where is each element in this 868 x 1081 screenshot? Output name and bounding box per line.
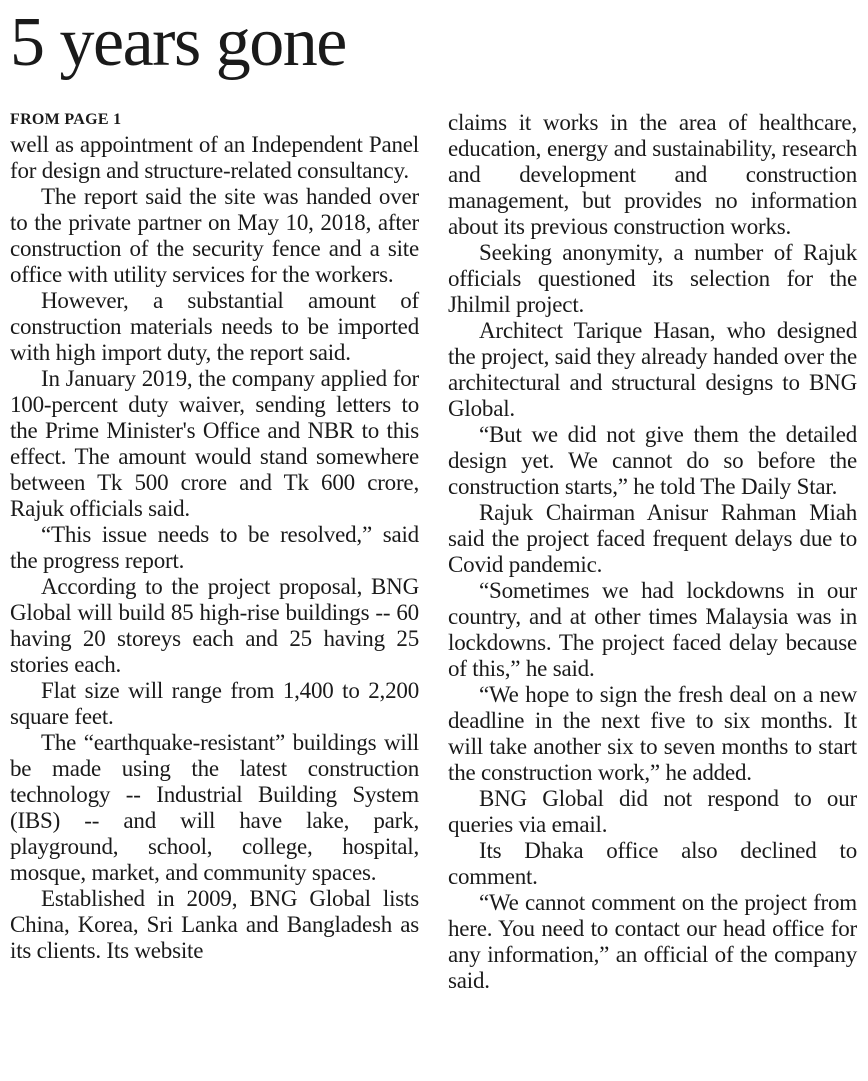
- article-column-left: [10, 110, 419, 964]
- paragraph: Rajuk Chairman Anisur Rahman Miah said the project faced frequent delays due to Covid pandemic.: [448, 500, 857, 577]
- paragraph: “Sometimes we had lockdowns in our country, and at other times Malaysia was in lockdowns. The project faced delay because of this,” he said.: [448, 578, 857, 681]
- paragraph: Flat size will range from 1,400 to 2,200 square feet.: [10, 678, 419, 729]
- article-column-right: [448, 110, 857, 994]
- paragraph: “We cannot comment on the project from here. You need to contact our head office for any information,” an official of the company said.: [448, 890, 857, 993]
- paragraph: The report said the site was handed over to the private partner on May 10, 2018, after construction of the security fence and a site office with utility services for the workers.: [10, 184, 419, 287]
- paragraph: well as appointment of an Independent Panel for design and structure-related consultancy.: [10, 132, 419, 183]
- paragraph: claims it works in the area of healthcare, education, energy and sustainability, research and development and construction management, but provides no information about its previous construction works.: [448, 110, 857, 239]
- paragraph: Its Dhaka office also declined to comment.: [448, 838, 857, 889]
- headline: 5 years gone: [10, 4, 346, 81]
- continuation-kicker: FROM PAGE 1: [10, 111, 122, 128]
- paragraph: Architect Tarique Hasan, who designed the project, said they already handed over the architectural and structural designs to BNG Global.: [448, 318, 857, 421]
- paragraph: Seeking anonymity, a number of Rajuk officials questioned its selection for the Jhilmil project.: [448, 240, 857, 317]
- paragraph: BNG Global did not respond to our queries via email.: [448, 786, 857, 837]
- paragraph: In January 2019, the company applied for 100-percent duty waiver, sending letters to the Prime Minister's Office and NBR to this effect. The amount would stand somewhere between Tk 500 crore and Tk 600 crore, Rajuk officials said.: [10, 366, 419, 521]
- paragraph: “We hope to sign the fresh deal on a new deadline in the next five to six months. It will take another six to seven months to start the construction work,” he added.: [448, 682, 857, 785]
- paragraph: “But we did not give them the detailed design yet. We cannot do so before the construction starts,” he told The Daily Star.: [448, 422, 857, 499]
- paragraph: According to the project proposal, BNG Global will build 85 high-rise buildings -- 60 having 20 storeys each and 25 having 25 stories each.: [10, 574, 419, 677]
- paragraph: Established in 2009, BNG Global lists China, Korea, Sri Lanka and Bangladesh as its clients. Its website: [10, 886, 419, 963]
- paragraph: However, a substantial amount of construction materials needs to be imported with high import duty, the report said.: [10, 288, 419, 365]
- paragraph: “This issue needs to be resolved,” said the progress report.: [10, 522, 419, 573]
- paragraph: The “earthquake-resistant” buildings will be made using the latest construction technology -- Industrial Building System (IBS) -- and will have lake, park, playground, school, college, hospital, mosque, market, and community spaces.: [10, 730, 419, 885]
